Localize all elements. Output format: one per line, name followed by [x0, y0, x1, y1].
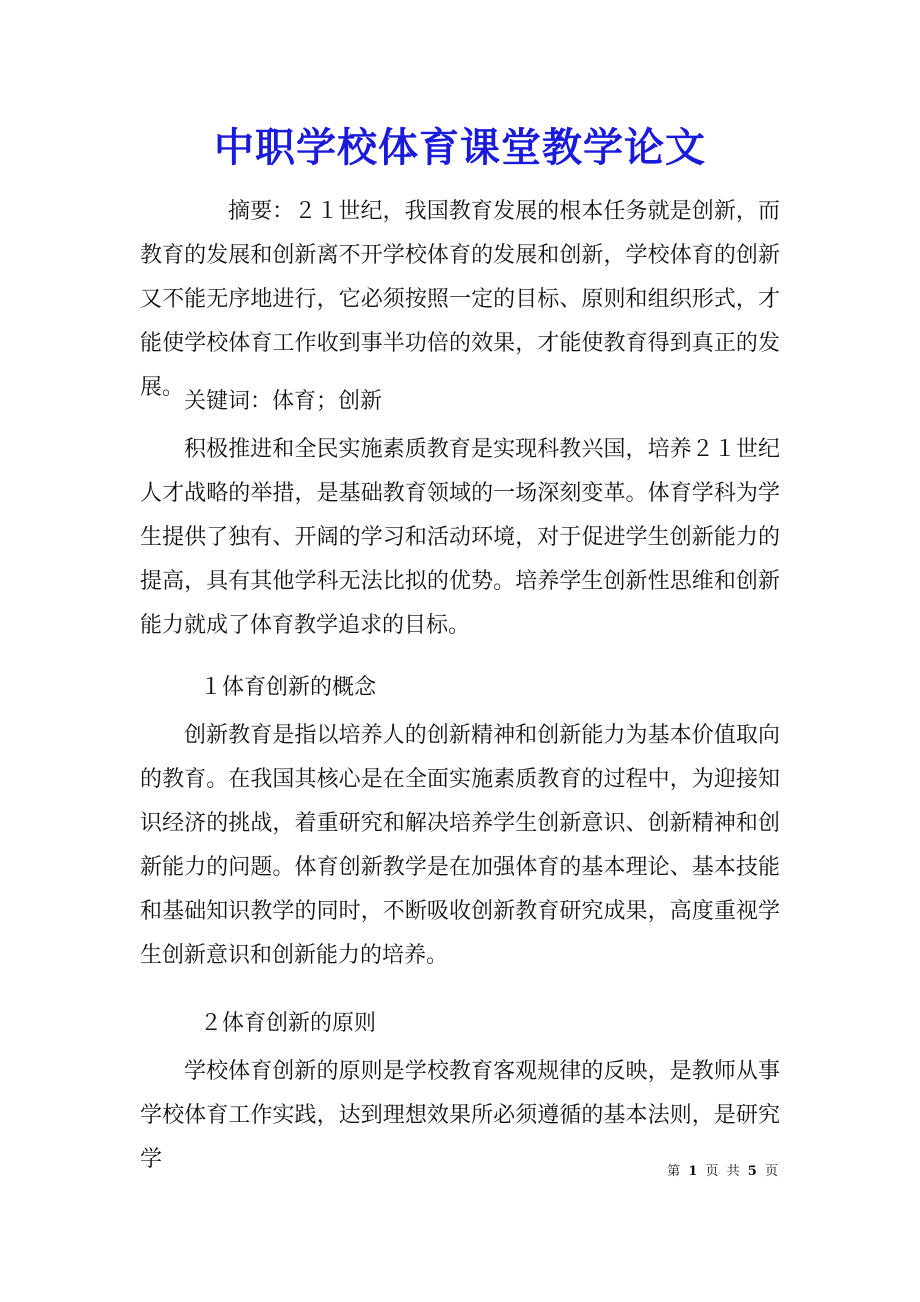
section-heading-1: １体育创新的概念: [200, 675, 377, 700]
intro-paragraph: 积极推进和全民实施素质教育是实现科教兴国，培养２１世纪人才战略的举措，是基础教育领域的一场深刻变革。体育学科为学生提供了独有、开阔的学习和活动环境，对于促进学生创新能力的提高，具有其他学科无法比拟的优势。培养学生创新性思维和创新能力就成了体育教学追求的目标。: [140, 437, 780, 638]
section-heading-2: ２体育创新的原则: [200, 1011, 377, 1036]
page-number-footer: [0, 1162, 780, 1182]
section-2-paragraph: 学校体育创新的原则是学校教育客观规律的反映，是教师从事学校体育工作实践，达到理想效果所必须遵循的基本法则，是研究学: [140, 1059, 780, 1172]
footer-suffix: 页: [764, 1164, 780, 1179]
section-1-paragraph: 创新教育是指以培养人的创新精神和创新能力为基本价值取向的教育。在我国其核心是在全面实施素质教育的过程中，为迎接知识经济的挑战，着重研究和解决培养学生创新意识、创新精神和创新能力的问题。体育创新教学是在加强体育的基本理论、基本技能和基础知识教学的同时，不断吸收创新教育研究成果，高度重视学生创新意识和创新能力的培养。: [140, 723, 780, 968]
document-title: 中职学校体育课堂教学论文: [214, 124, 706, 171]
footer-page-number: 1: [688, 1164, 700, 1179]
footer-middle: 页 共: [705, 1164, 742, 1179]
footer-prefix: 第: [667, 1164, 683, 1179]
keywords-paragraph: 关键词：体育；创新: [184, 389, 383, 414]
abstract-paragraph: 摘要：２１世纪，我国教育发展的根本任务就是创新，而教育的发展和创新离不开学校体育的发展和创新，学校体育的创新又不能无序地进行，它必须按照一定的目标、原则和组织形式，才能使学校体育工作收到事半功倍的效果，才能使教育得到真正的发展。: [140, 199, 780, 400]
footer-total-pages: 5: [747, 1164, 759, 1179]
